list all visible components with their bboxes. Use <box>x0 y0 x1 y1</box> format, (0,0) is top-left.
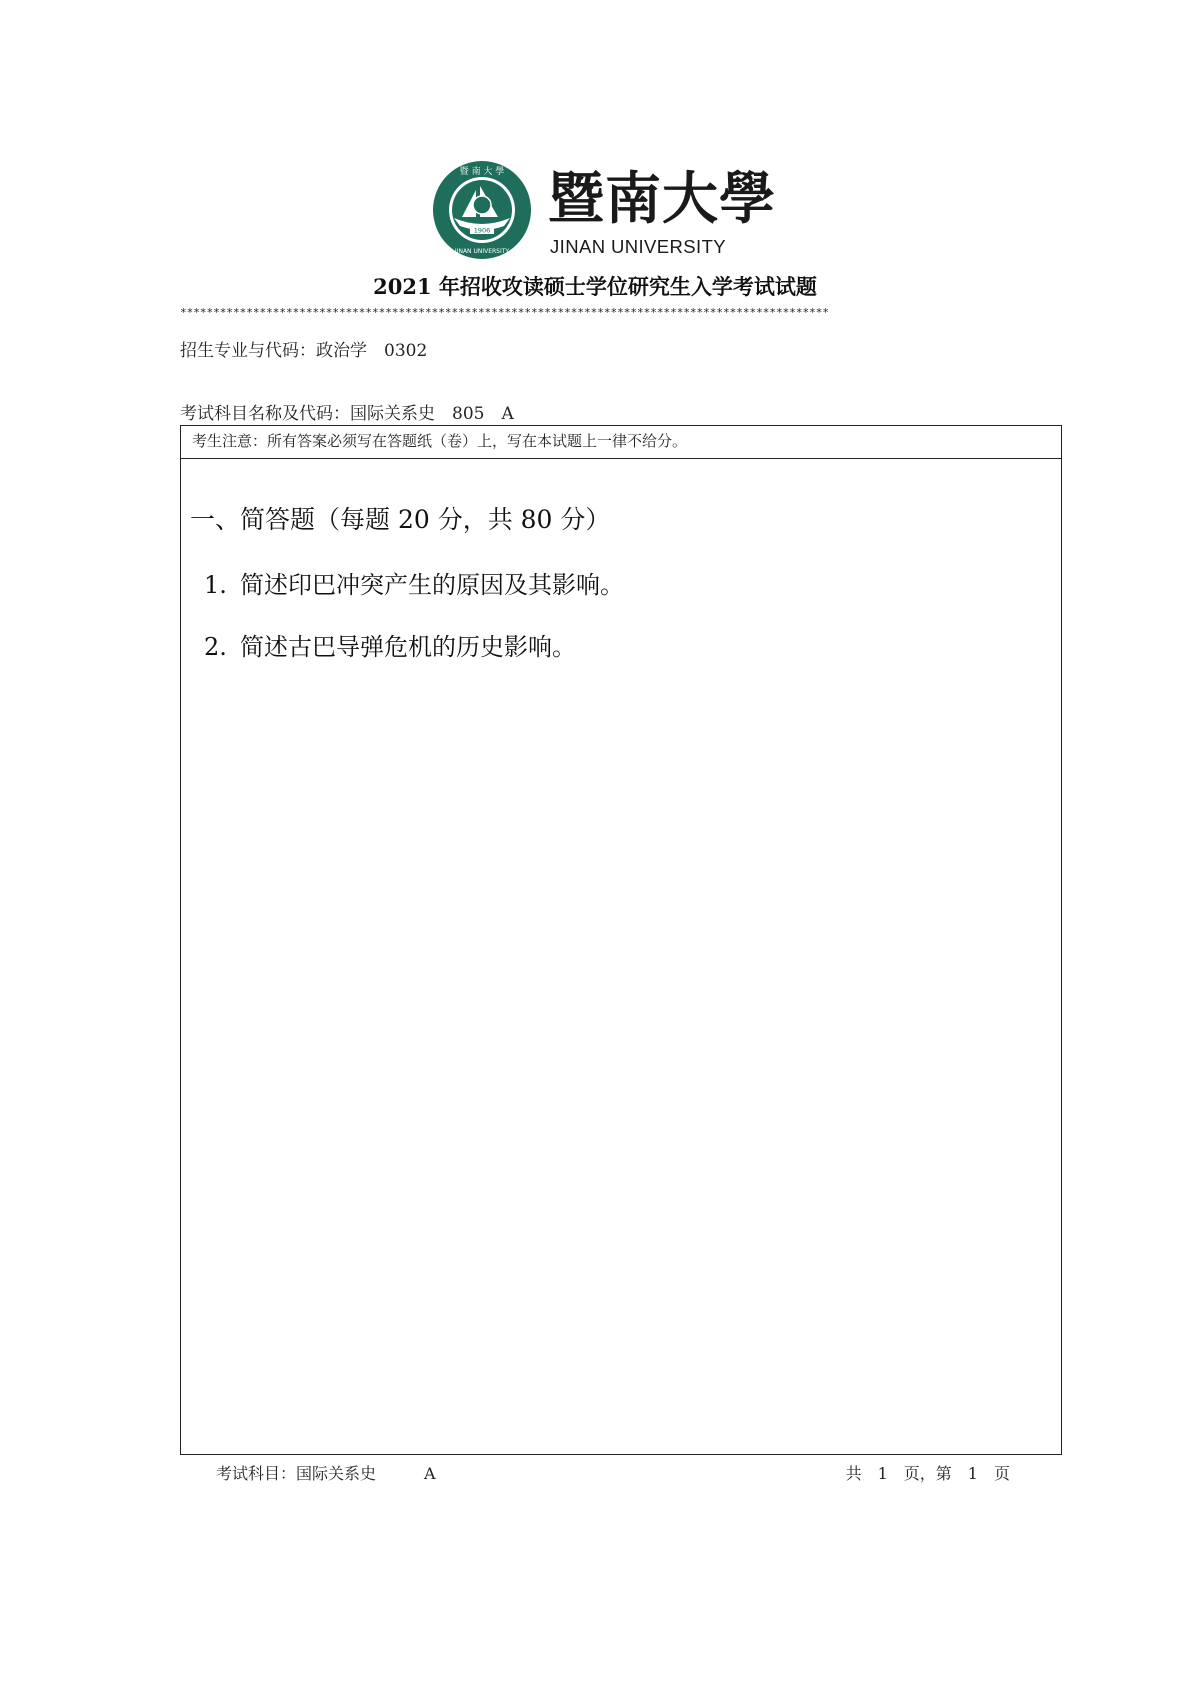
question-number: 1. <box>204 571 227 599</box>
question-text: 简述古巴导弹危机的历史影响。 <box>240 633 576 661</box>
university-wordmark-english: JINAN UNIVERSITY <box>550 236 727 257</box>
university-wordmark-chinese: 暨南大學 <box>548 166 776 232</box>
seal-ring-text-en: JINAN UNIVERSITY <box>454 248 510 255</box>
major-and-code: 招生专业与代码：政治学 0302 <box>180 341 428 361</box>
exam-title: 2021 年招收攻读硕士学位研究生入学考试试题 <box>373 274 817 299</box>
asterisk-divider: ************************************************************************************************** <box>180 306 830 319</box>
seal-icon <box>432 160 532 260</box>
footer-subject: 考试科目：国际关系史 A <box>216 1464 436 1483</box>
question-number: 2. <box>204 633 227 661</box>
question-text: 简述印巴冲突产生的原因及其影响。 <box>240 571 624 599</box>
seal-year: 1906 <box>473 226 491 235</box>
university-seal-logo <box>432 160 532 260</box>
section-heading: 一、简答题（每题 20 分，共 80 分） <box>190 505 611 534</box>
seal-ring-text: 暨 南 大 學 <box>459 167 505 177</box>
candidate-notice: 考生注意：所有答案必须写在答题纸（卷）上，写在本试题上一律不给分。 <box>181 426 1061 459</box>
footer-page-count: 共 1 页，第 1 页 <box>845 1464 1010 1483</box>
question-item <box>204 565 624 600</box>
subject-name-and-code: 考试科目名称及代码：国际关系史 805 A <box>180 404 514 424</box>
question-item <box>204 627 576 662</box>
